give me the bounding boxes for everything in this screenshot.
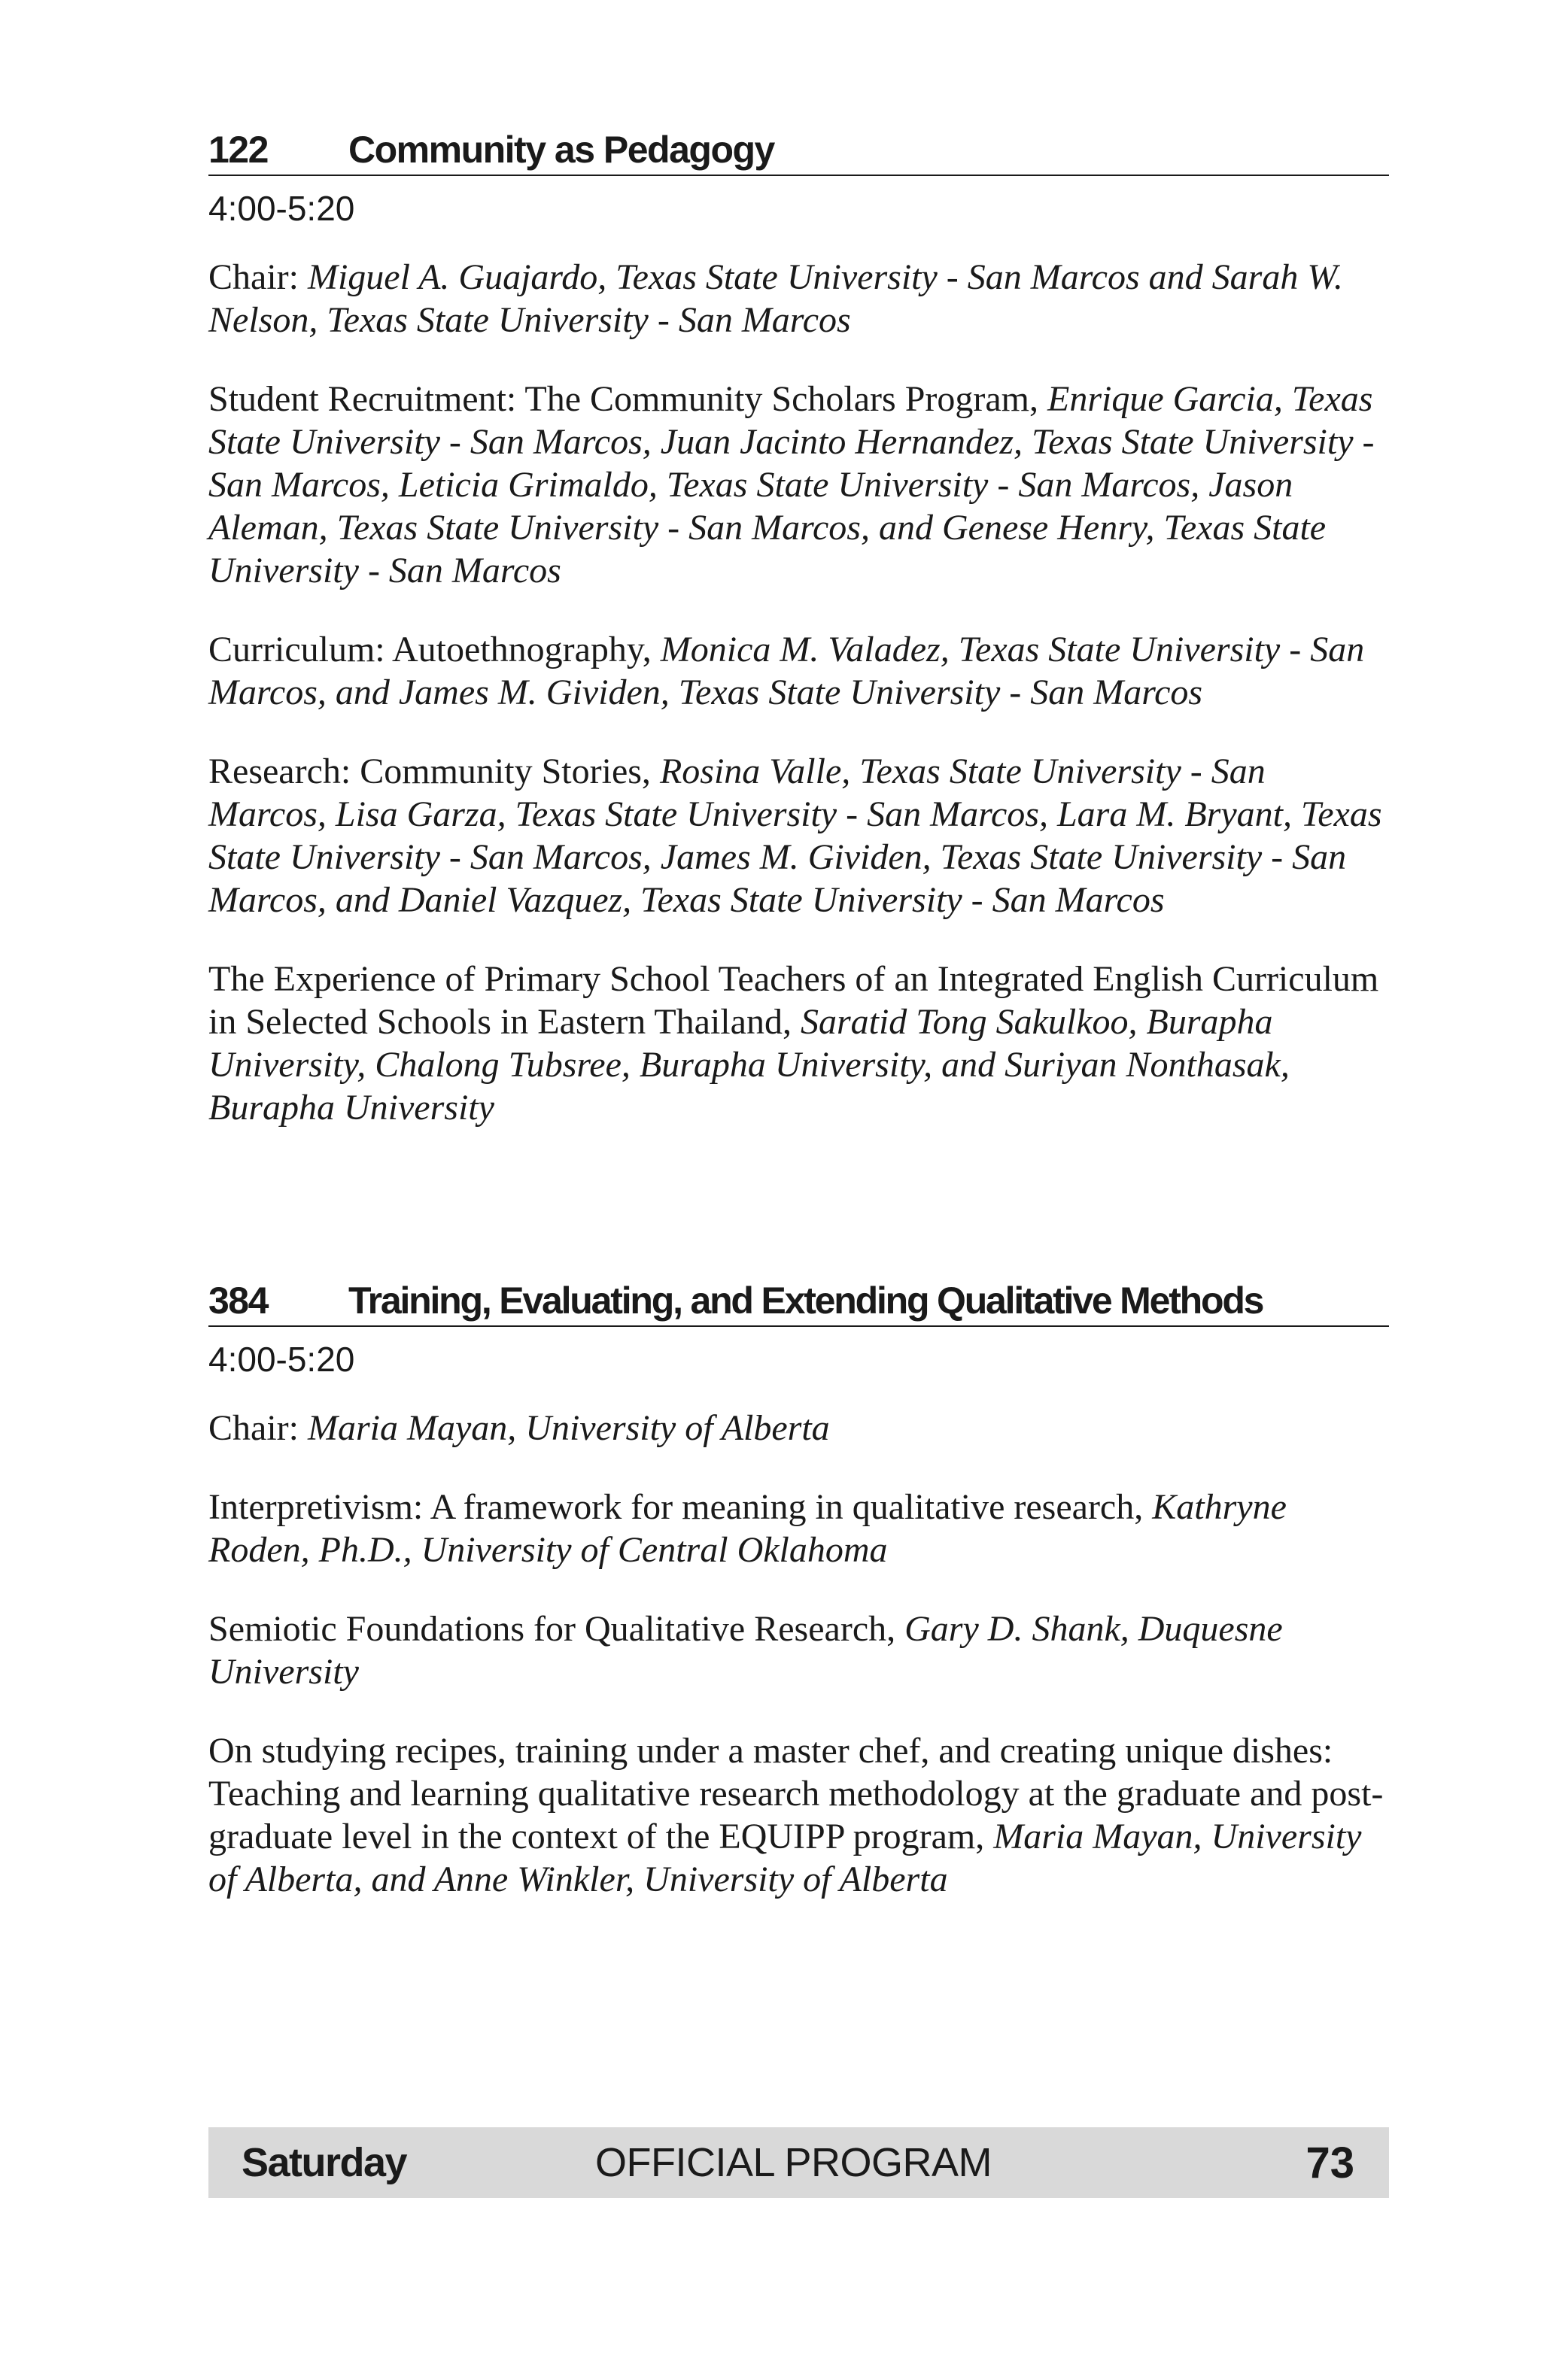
session-title: Community as Pedagogy bbox=[348, 129, 774, 171]
session-122 bbox=[208, 128, 1389, 1129]
session-title: Training, Evaluating, and Extending Qualitative Methods bbox=[348, 1280, 1263, 1322]
paper-entry: The Experience of Primary School Teachers of an Integrated English Curriculum in Selected Schools in Eastern Thailand, Saratid Tong Sakulkoo, Burapha University, Chalong Tubsree, Burapha University, and Suriyan Nonthasak, Burapha University bbox=[208, 959, 1379, 1128]
session-number: 122 bbox=[208, 129, 268, 171]
session-384 bbox=[208, 1279, 1389, 1901]
session-time: 4:00-5:20 bbox=[208, 1340, 355, 1379]
paper-entry: Interpretivism: A framework for meaning in qualitative research, Kathryne Roden, Ph.D., University of Central Oklahoma bbox=[208, 1487, 1287, 1570]
page-footer bbox=[208, 2127, 1389, 2198]
session-number: 384 bbox=[208, 1280, 268, 1322]
paper-entry: Research: Community Stories, Rosina Valle, Texas State University - San Marcos, Lisa Garza, Texas State University - San Marcos, Lara M. Bryant, Texas State University - San Marcos, James M. Gividen, Texas State University - San Marcos, and Daniel Vazquez, Texas State University - San Marcos bbox=[208, 751, 1382, 920]
session-chair: Chair: Maria Mayan, University of Alberta bbox=[208, 1408, 830, 1448]
session-time: 4:00-5:20 bbox=[208, 189, 355, 228]
page-number: 73 bbox=[1305, 2138, 1354, 2187]
paper-entry: On studying recipes, training under a master chef, and creating unique dishes: Teaching and learning qualitative research methodology at the graduate and post-graduate level in the context of the EQUIPP program, Maria Mayan, University of Alberta, and Anne Winkler, University of Alberta bbox=[208, 1731, 1384, 1899]
paper-entry: Student Recruitment: The Community Scholars Program, Enrique Garcia, Texas State University - San Marcos, Juan Jacinto Hernandez, Texas State University - San Marcos, Leticia Grimaldo, Texas State University - San Marcos, Jason Aleman, Texas State University - San Marcos, and Genese Henry, Texas State University - San Marcos bbox=[208, 379, 1375, 590]
paper-entry: Curriculum: Autoethnography, Monica M. Valadez, Texas State University - San Marcos, and James M. Gividen, Texas State University - San Marcos bbox=[208, 630, 1365, 712]
footer-program-label: OFFICIAL PROGRAM bbox=[595, 2140, 992, 2185]
session-chair: Chair: Miguel A. Guajardo, Texas State University - San Marcos and Sarah W. Nelson, Texas State University - San Marcos bbox=[208, 257, 1343, 340]
session-heading bbox=[208, 128, 1389, 176]
footer-day: Saturday bbox=[242, 2140, 407, 2185]
session-heading bbox=[208, 1279, 1389, 1327]
paper-entry: Semiotic Foundations for Qualitative Research, Gary D. Shank, Duquesne University bbox=[208, 1609, 1283, 1692]
